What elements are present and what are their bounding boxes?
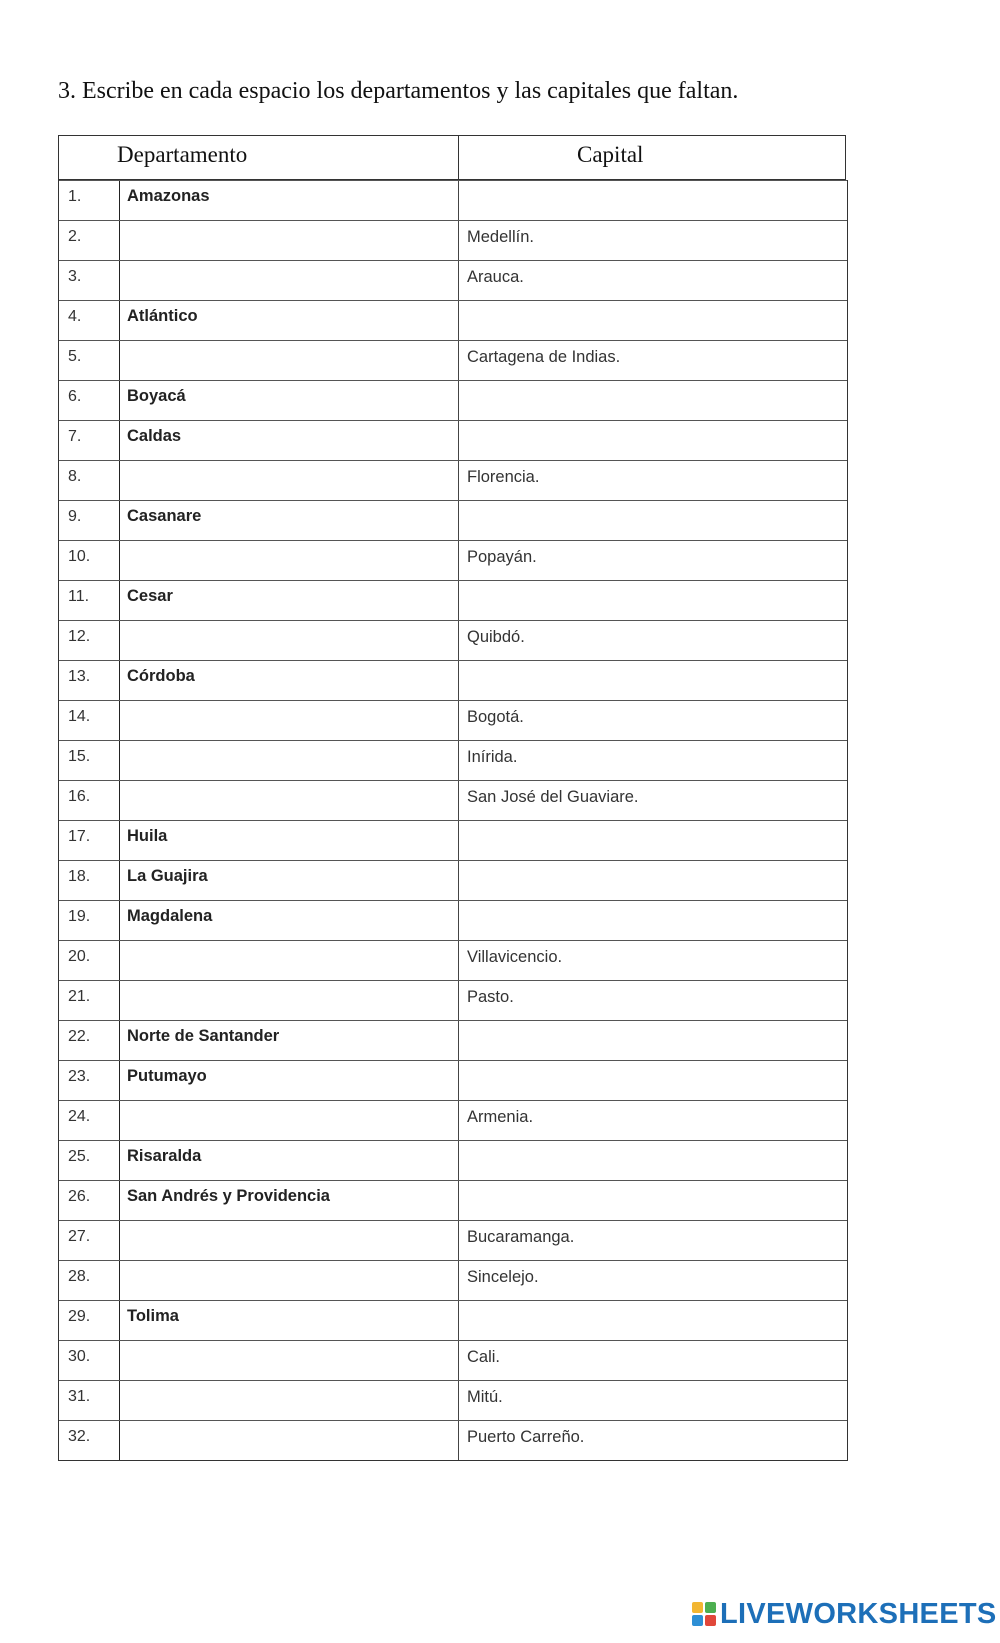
departamento-cell: Huila (127, 827, 168, 845)
column-divider (458, 541, 459, 580)
column-divider (119, 941, 120, 980)
row-number: 2. (68, 228, 82, 245)
table-row (59, 940, 847, 980)
row-number: 22. (68, 1028, 91, 1045)
column-divider (458, 1341, 459, 1380)
table-row (59, 1140, 847, 1180)
row-number: 24. (68, 1108, 91, 1125)
departamento-cell: Norte de Santander (127, 1027, 280, 1045)
table-row (59, 460, 847, 500)
table-row (59, 740, 847, 780)
column-divider (458, 621, 459, 660)
logo-mark-icon (692, 1602, 716, 1626)
table-row (59, 380, 847, 420)
departamento-cell: Cesar (127, 587, 173, 605)
table-row (59, 700, 847, 740)
departamento-cell: Boyacá (127, 387, 186, 405)
capital-cell: Medellín. (467, 228, 534, 246)
row-number: 8. (68, 468, 82, 485)
table-row (59, 980, 847, 1020)
table-row (59, 340, 847, 380)
table-row (59, 1340, 847, 1380)
column-divider (458, 381, 459, 420)
table-row (59, 1020, 847, 1060)
column-divider (458, 901, 459, 940)
column-divider (458, 1301, 459, 1340)
column-divider (458, 941, 459, 980)
column-divider (458, 1381, 459, 1420)
row-number: 20. (68, 948, 91, 965)
capital-cell: Mitú. (467, 1388, 503, 1406)
row-number: 5. (68, 348, 82, 365)
column-divider (458, 221, 459, 260)
capital-cell: San José del Guaviare. (467, 788, 639, 806)
column-divider (119, 181, 120, 220)
column-divider (119, 1341, 120, 1380)
table-row (59, 1180, 847, 1220)
column-divider (458, 981, 459, 1020)
column-divider (119, 1101, 120, 1140)
capital-cell: Pasto. (467, 988, 514, 1006)
column-divider (458, 461, 459, 500)
table-row (59, 900, 847, 940)
row-number: 4. (68, 308, 82, 325)
row-number: 31. (68, 1388, 91, 1405)
column-divider (119, 981, 120, 1020)
capital-cell: Villavicencio. (467, 948, 563, 966)
row-number: 26. (68, 1188, 91, 1205)
column-divider (119, 621, 120, 660)
instruction-text: 3. Escribe en cada espacio los departamentos y las capitales que faltan. (58, 78, 739, 104)
column-divider (119, 1421, 120, 1460)
row-number: 16. (68, 788, 91, 805)
table-row (59, 780, 847, 820)
row-number: 10. (68, 548, 91, 565)
column-divider (458, 1021, 459, 1060)
row-number: 9. (68, 508, 82, 525)
table-header (58, 135, 846, 180)
column-divider (458, 821, 459, 860)
column-divider (458, 501, 459, 540)
column-divider (119, 1221, 120, 1260)
row-number: 3. (68, 268, 82, 285)
row-number: 25. (68, 1148, 91, 1165)
column-divider (458, 1261, 459, 1300)
column-divider (458, 781, 459, 820)
row-number: 6. (68, 388, 82, 405)
departamento-cell: Putumayo (127, 1067, 207, 1085)
row-number: 27. (68, 1228, 91, 1245)
column-divider (119, 381, 120, 420)
table-row (59, 180, 847, 220)
capital-cell: Popayán. (467, 548, 537, 566)
column-divider (458, 861, 459, 900)
liveworksheets-logo (692, 1597, 997, 1631)
column-divider (119, 1141, 120, 1180)
capital-cell: Inírida. (467, 748, 518, 766)
row-number: 11. (68, 588, 90, 605)
capital-cell: Bucaramanga. (467, 1228, 575, 1246)
row-number: 1. (68, 188, 82, 205)
column-divider (119, 341, 120, 380)
column-divider (119, 661, 120, 700)
column-divider (458, 581, 459, 620)
column-divider (119, 781, 120, 820)
column-divider (119, 301, 120, 340)
capital-cell: Armenia. (467, 1108, 534, 1126)
table-row (59, 1420, 847, 1460)
column-divider (119, 1061, 120, 1100)
column-divider (119, 1181, 120, 1220)
table-row (59, 300, 847, 340)
column-divider (458, 741, 459, 780)
departamento-cell: Magdalena (127, 907, 213, 925)
capital-cell: Cartagena de Indias. (467, 348, 621, 366)
table-row (59, 1060, 847, 1100)
column-divider (119, 821, 120, 860)
table-row (59, 420, 847, 460)
column-divider (119, 1381, 120, 1420)
column-divider (458, 181, 459, 220)
departamento-cell: San Andrés y Providencia (127, 1187, 330, 1205)
row-number: 32. (68, 1428, 91, 1445)
header-departamento: Departamento (117, 142, 248, 167)
column-divider (458, 1421, 459, 1460)
departamento-cell: La Guajira (127, 867, 208, 885)
table-row (59, 1300, 847, 1340)
column-divider (119, 741, 120, 780)
departamento-cell: Atlántico (127, 307, 198, 325)
departments-table (58, 180, 848, 1461)
capital-cell: Cali. (467, 1348, 501, 1366)
table-row (59, 1220, 847, 1260)
column-divider (458, 301, 459, 340)
header-capital: Capital (577, 142, 644, 167)
table-row (59, 1260, 847, 1300)
column-divider (458, 1061, 459, 1100)
departamento-cell: Risaralda (127, 1147, 202, 1165)
column-divider (119, 221, 120, 260)
capital-cell: Sincelejo. (467, 1268, 539, 1286)
column-divider (458, 701, 459, 740)
capital-cell: Florencia. (467, 468, 540, 486)
table-row (59, 500, 847, 540)
departamento-cell: Córdoba (127, 667, 195, 685)
column-divider (119, 1021, 120, 1060)
header-separator (458, 136, 459, 179)
table-row (59, 580, 847, 620)
column-divider (119, 581, 120, 620)
departamento-cell: Tolima (127, 1307, 179, 1325)
departamento-cell: Casanare (127, 507, 202, 525)
table-row (59, 260, 847, 300)
row-number: 12. (68, 628, 91, 645)
capital-cell: Arauca. (467, 268, 524, 286)
row-number: 29. (68, 1308, 91, 1325)
capital-cell: Bogotá. (467, 708, 524, 726)
table-row (59, 1380, 847, 1420)
departamento-cell: Caldas (127, 427, 182, 445)
column-divider (119, 861, 120, 900)
column-divider (119, 461, 120, 500)
row-number: 23. (68, 1068, 91, 1085)
column-divider (458, 1141, 459, 1180)
column-divider (458, 1101, 459, 1140)
column-divider (119, 541, 120, 580)
column-divider (119, 1261, 120, 1300)
column-divider (119, 701, 120, 740)
column-divider (119, 421, 120, 460)
capital-cell: Puerto Carreño. (467, 1428, 585, 1446)
row-number: 19. (68, 908, 91, 925)
column-divider (458, 661, 459, 700)
column-divider (119, 501, 120, 540)
row-number: 21. (68, 988, 91, 1005)
row-number: 30. (68, 1348, 91, 1365)
column-divider (458, 261, 459, 300)
column-divider (119, 1301, 120, 1340)
row-number: 18. (68, 868, 91, 885)
table-row (59, 1100, 847, 1140)
column-divider (119, 261, 120, 300)
departamento-cell: Amazonas (127, 187, 210, 205)
table-row (59, 540, 847, 580)
column-divider (458, 341, 459, 380)
column-divider (458, 1181, 459, 1220)
capital-cell: Quibdó. (467, 628, 525, 646)
table-row (59, 860, 847, 900)
logo-text: LIVEWORKSHEETS (720, 1597, 997, 1630)
table-row (59, 660, 847, 700)
column-divider (119, 901, 120, 940)
row-number: 15. (68, 748, 91, 765)
row-number: 14. (68, 708, 91, 725)
row-number: 28. (68, 1268, 91, 1285)
column-divider (458, 421, 459, 460)
table-row (59, 820, 847, 860)
table-row (59, 620, 847, 660)
row-number: 13. (68, 668, 91, 685)
row-number: 7. (68, 428, 82, 445)
row-number: 17. (68, 828, 91, 845)
column-divider (458, 1221, 459, 1260)
table-row (59, 220, 847, 260)
